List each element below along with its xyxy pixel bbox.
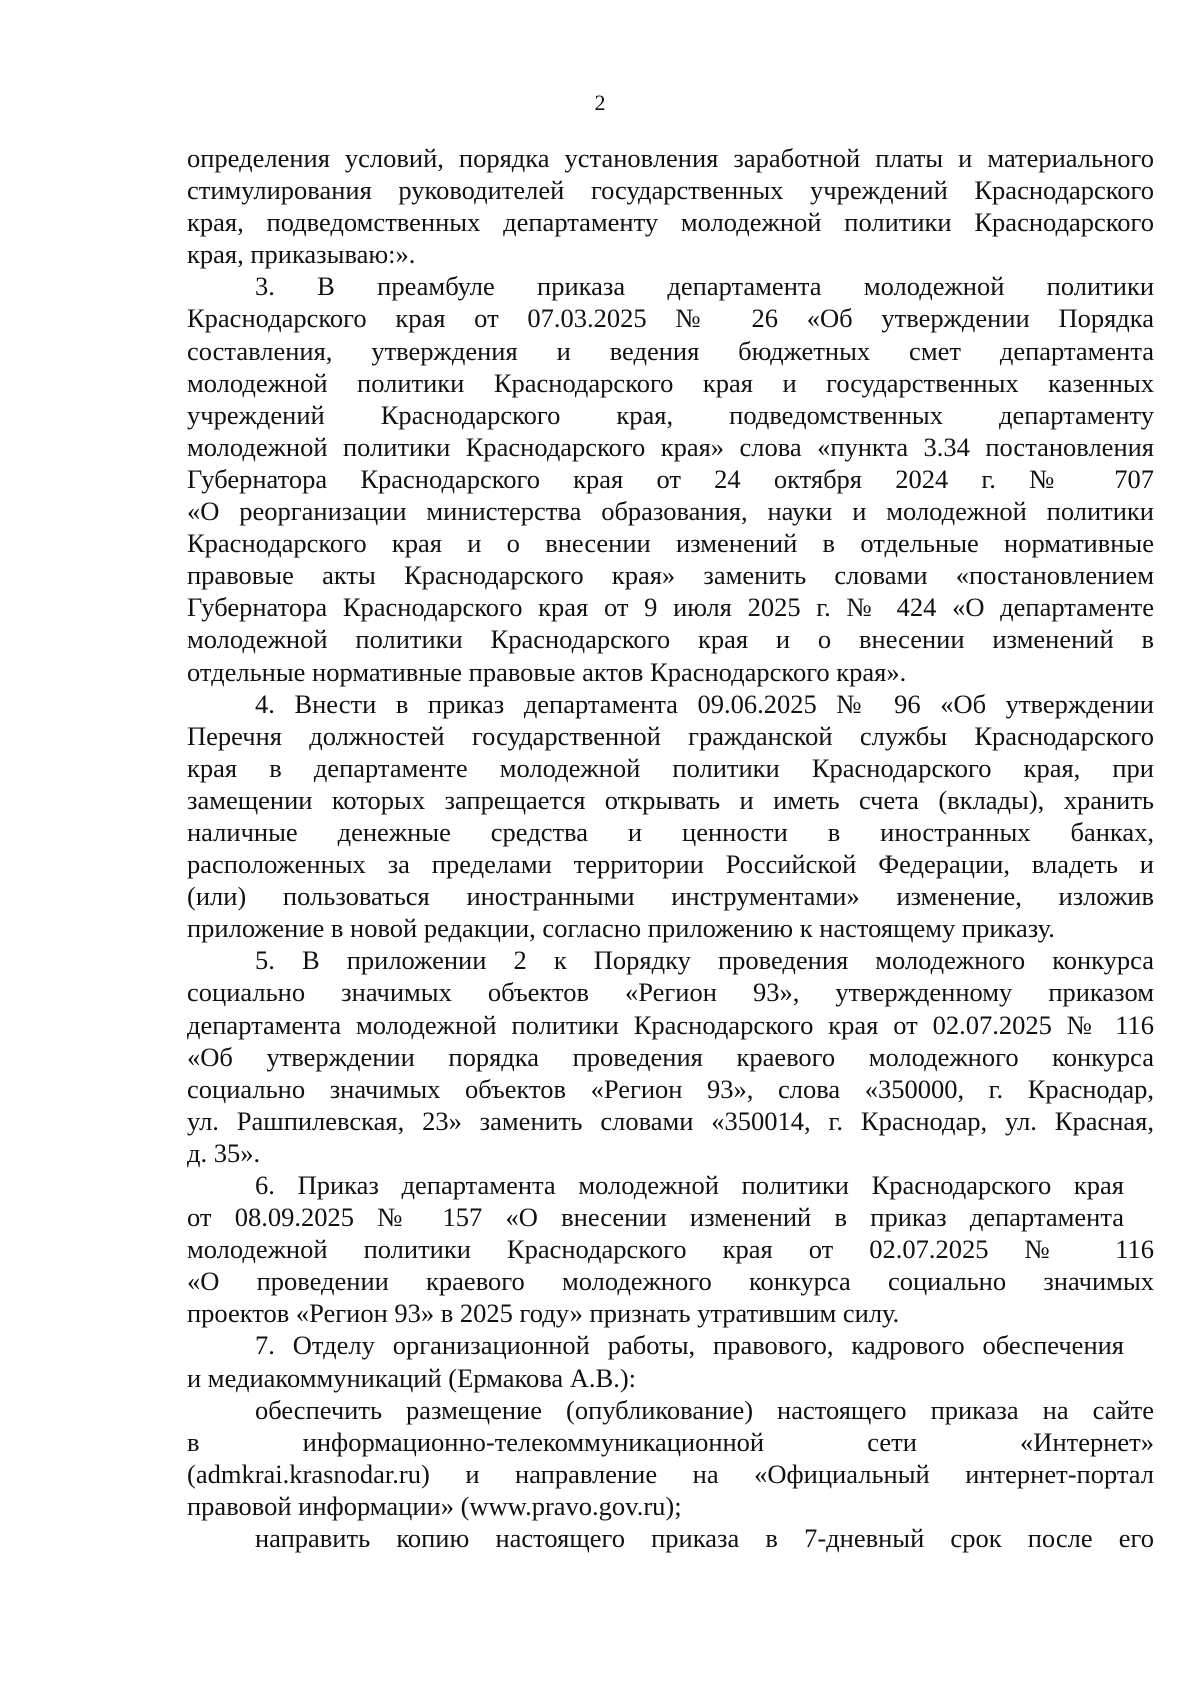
text-line: стимулирования руководителей государственных учреждений Краснодарского bbox=[187, 175, 1154, 206]
text-line: департамента молодежной политики Краснодарского края от 02.07.2025 № 116 bbox=[187, 1009, 1154, 1040]
paragraph-continuation bbox=[187, 142, 1154, 270]
paragraph-item-6 bbox=[187, 1169, 1154, 1329]
text-line: молодежной политики Краснодарского края и о внесении изменений в bbox=[187, 624, 1154, 655]
text-line: (или) пользоваться иностранными инструментами» изменение, изложив bbox=[187, 881, 1154, 912]
text-line: молодежной политики Краснодарского края от 02.07.2025 № 116 bbox=[187, 1234, 1154, 1265]
text-line: 5. В приложении 2 к Порядку проведения молодежного конкурса bbox=[255, 945, 1154, 976]
paragraph-item-7 bbox=[187, 1329, 1154, 1393]
paragraph-item-4 bbox=[187, 688, 1154, 945]
text-line: края в департаменте молодежной политики Краснодарского края, при bbox=[187, 752, 1154, 783]
text-line: Губернатора Краснодарского края от 9 июля 2025 г. № 424 «О департаменте bbox=[187, 592, 1154, 623]
text-line: и медиакоммуникаций (Ермакова А.В.): bbox=[187, 1362, 637, 1393]
text-line: 4. Внести в приказ департамента 09.06.2025 № 96 «Об утверждении bbox=[255, 688, 1154, 719]
document-body bbox=[187, 142, 1154, 1554]
text-line: в информационно-телекоммуникационной сети «Интернет» bbox=[187, 1426, 1154, 1457]
paragraph-item-3 bbox=[187, 270, 1154, 687]
text-line: (admkrai.krasnodar.ru) и направление на «Официальный интернет-портал bbox=[187, 1458, 1154, 1489]
text-line: Губернатора Краснодарского края от 24 октября 2024 г. № 707 bbox=[187, 463, 1154, 494]
text-line: от 08.09.2025 № 157 «О внесении изменений в приказ департамента bbox=[187, 1202, 1124, 1233]
text-line: молодежной политики Краснодарского края и государственных казенных bbox=[187, 367, 1154, 398]
text-line: д. 35». bbox=[187, 1137, 261, 1168]
text-line: молодежной политики Краснодарского края» слова «пункта 3.34 постановления bbox=[187, 431, 1154, 462]
text-line: края, подведомственных департаменту молодежной политики Краснодарского bbox=[187, 207, 1154, 238]
text-line: «Об утверждении порядка проведения краевого молодежного конкурса bbox=[187, 1041, 1154, 1072]
text-line: обеспечить размещение (опубликование) настоящего приказа на сайте bbox=[255, 1394, 1154, 1425]
text-line: социально значимых объектов «Регион 93», слова «350000, г. Краснодар, bbox=[187, 1073, 1154, 1104]
text-line: замещении которых запрещается открывать и иметь счета (вклады), хранить bbox=[187, 784, 1154, 815]
text-line: расположенных за пределами территории Российской Федерации, владеть и bbox=[187, 849, 1154, 880]
text-line: Перечня должностей государственной гражданской службы Краснодарского bbox=[187, 720, 1154, 751]
text-line: Краснодарского края от 07.03.2025 № 26 «Об утверждении Порядка bbox=[187, 303, 1154, 334]
text-line: Краснодарского края и о внесении изменений в отдельные нормативные bbox=[187, 528, 1154, 559]
text-line: составления, утверждения и ведения бюджетных смет департамента bbox=[187, 335, 1154, 366]
text-line: определения условий, порядка установления заработной платы и материального bbox=[187, 143, 1154, 173]
text-line: 3. В преамбуле приказа департамента молодежной политики bbox=[255, 271, 1154, 302]
text-line: социально значимых объектов «Регион 93», утвержденному приказом bbox=[187, 977, 1154, 1008]
text-line: «О проведении краевого молодежного конкурса социально значимых bbox=[187, 1266, 1154, 1297]
text-line: «О реорганизации министерства образования, науки и молодежной политики bbox=[187, 496, 1154, 527]
text-line: наличные денежные средства и ценности в иностранных банках, bbox=[187, 816, 1154, 847]
text-line: 7. Отделу организационной работы, правового, кадрового обеспечения bbox=[255, 1330, 1124, 1361]
text-line: направить копию настоящего приказа в 7-дневный срок после его bbox=[255, 1523, 1154, 1554]
text-line: правовой информации» (www.pravo.gov.ru); bbox=[187, 1490, 682, 1521]
paragraph-copy bbox=[187, 1522, 1154, 1554]
text-line: проектов «Регион 93» в 2025 году» признать утратившим силу. bbox=[187, 1298, 900, 1329]
text-line: 6. Приказ департамента молодежной политики Краснодарского края bbox=[255, 1170, 1124, 1200]
text-line: приложение в новой редакции, согласно приложению к настоящему приказу. bbox=[187, 913, 1055, 944]
text-line: ул. Рашпилевская, 23» заменить словами «350014, г. Краснодар, ул. Красная, bbox=[187, 1105, 1154, 1136]
text-line: отдельные нормативные правовые актов Краснодарского края». bbox=[187, 656, 907, 687]
text-line: края, приказываю:». bbox=[187, 239, 416, 270]
page-number: 2 bbox=[594, 90, 606, 115]
text-line: правовые акты Краснодарского края» заменить словами «постановлением bbox=[187, 560, 1154, 591]
text-line: учреждений Краснодарского края, подведомственных департаменту bbox=[187, 399, 1154, 430]
paragraph-publication bbox=[187, 1394, 1154, 1522]
paragraph-item-5 bbox=[187, 944, 1154, 1169]
